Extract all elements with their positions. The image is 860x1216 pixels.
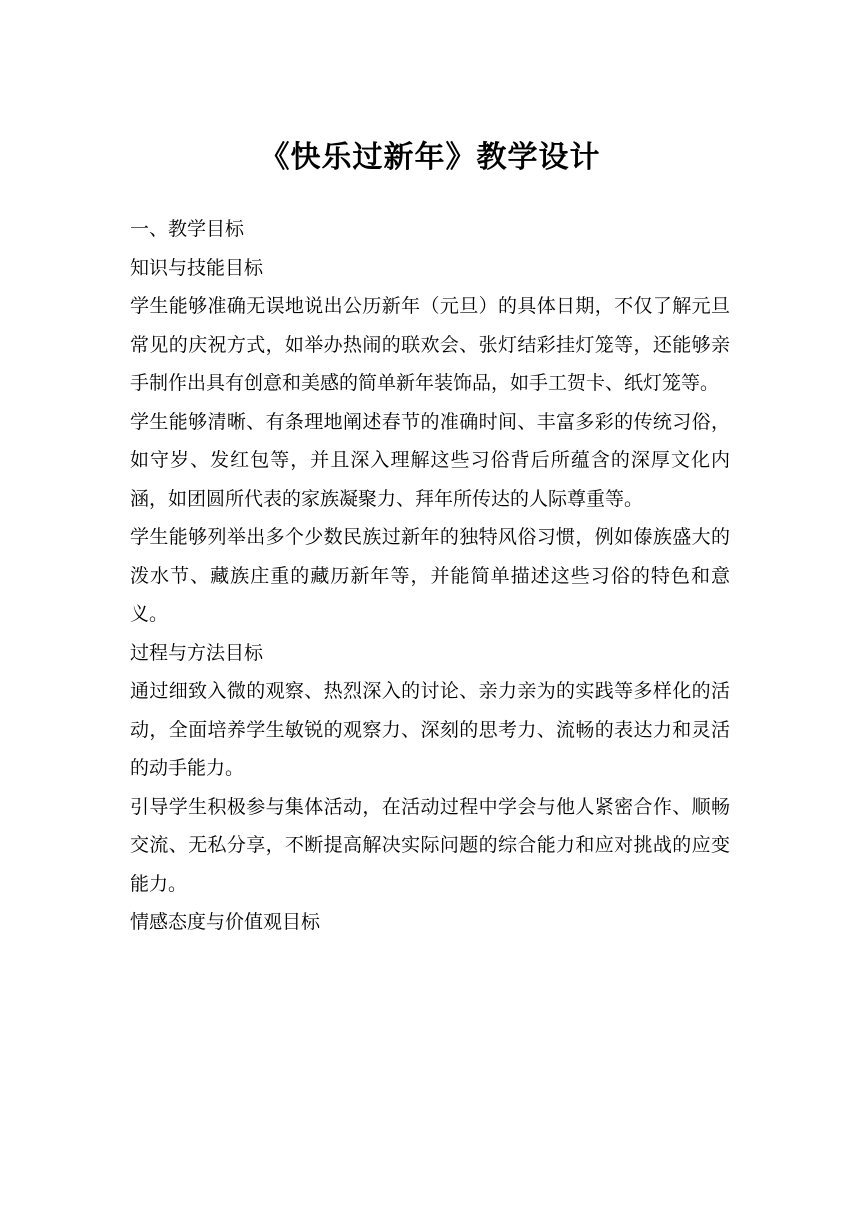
paragraph-collaboration: 引导学生积极参与集体活动，在活动过程中学会与他人紧密合作、顺畅交流、无私分享，不断提高解决实际问题的综合能力和应对挑战的应变能力。 [130, 795, 730, 895]
subheading-emotion-values: 情感态度与价值观目标 [130, 911, 321, 933]
subheading-knowledge-skills: 知识与技能目标 [130, 256, 264, 279]
paragraph-ethnic-customs: 学生能够列举出多个少数民族过新年的独特风俗习惯，例如傣族盛大的泼水节、藏族庄重的藏历新年等，并能简单描述这些习俗的特色和意义。 [130, 526, 730, 625]
paragraph-spring-festival: 学生能够清晰、有条理地阐述春节的准确时间、丰富多彩的传统习俗，如守岁、发红包等，并且深入理解这些习俗背后所蕴含的深厚文化内涵，如团圆所代表的家族凝聚力、拜年所传达的人际尊重等。 [130, 410, 730, 510]
document-title: 《快乐过新年》教学设计 [259, 140, 601, 175]
document-body [130, 210, 730, 942]
paragraph-activities: 通过细致入微的观察、热烈深入的讨论、亲力亲为的实践等多样化的活动，全面培养学生敏锐的观察力、深刻的思考力、流畅的表达力和灵活的动手能力。 [130, 680, 730, 779]
subheading-process-methods: 过程与方法目标 [130, 641, 264, 664]
paragraph-new-year-day: 学生能够准确无误地说出公历新年（元旦）的具体日期，不仅了解元旦常见的庆祝方式，如举办热闹的联欢会、张灯结彩挂灯笼等，还能够亲手制作出具有创意和美感的简单新年装饰品，如手工贺卡、纸灯笼等。 [130, 295, 730, 394]
section-heading-teaching-goals: 一、教学目标 [130, 218, 245, 240]
